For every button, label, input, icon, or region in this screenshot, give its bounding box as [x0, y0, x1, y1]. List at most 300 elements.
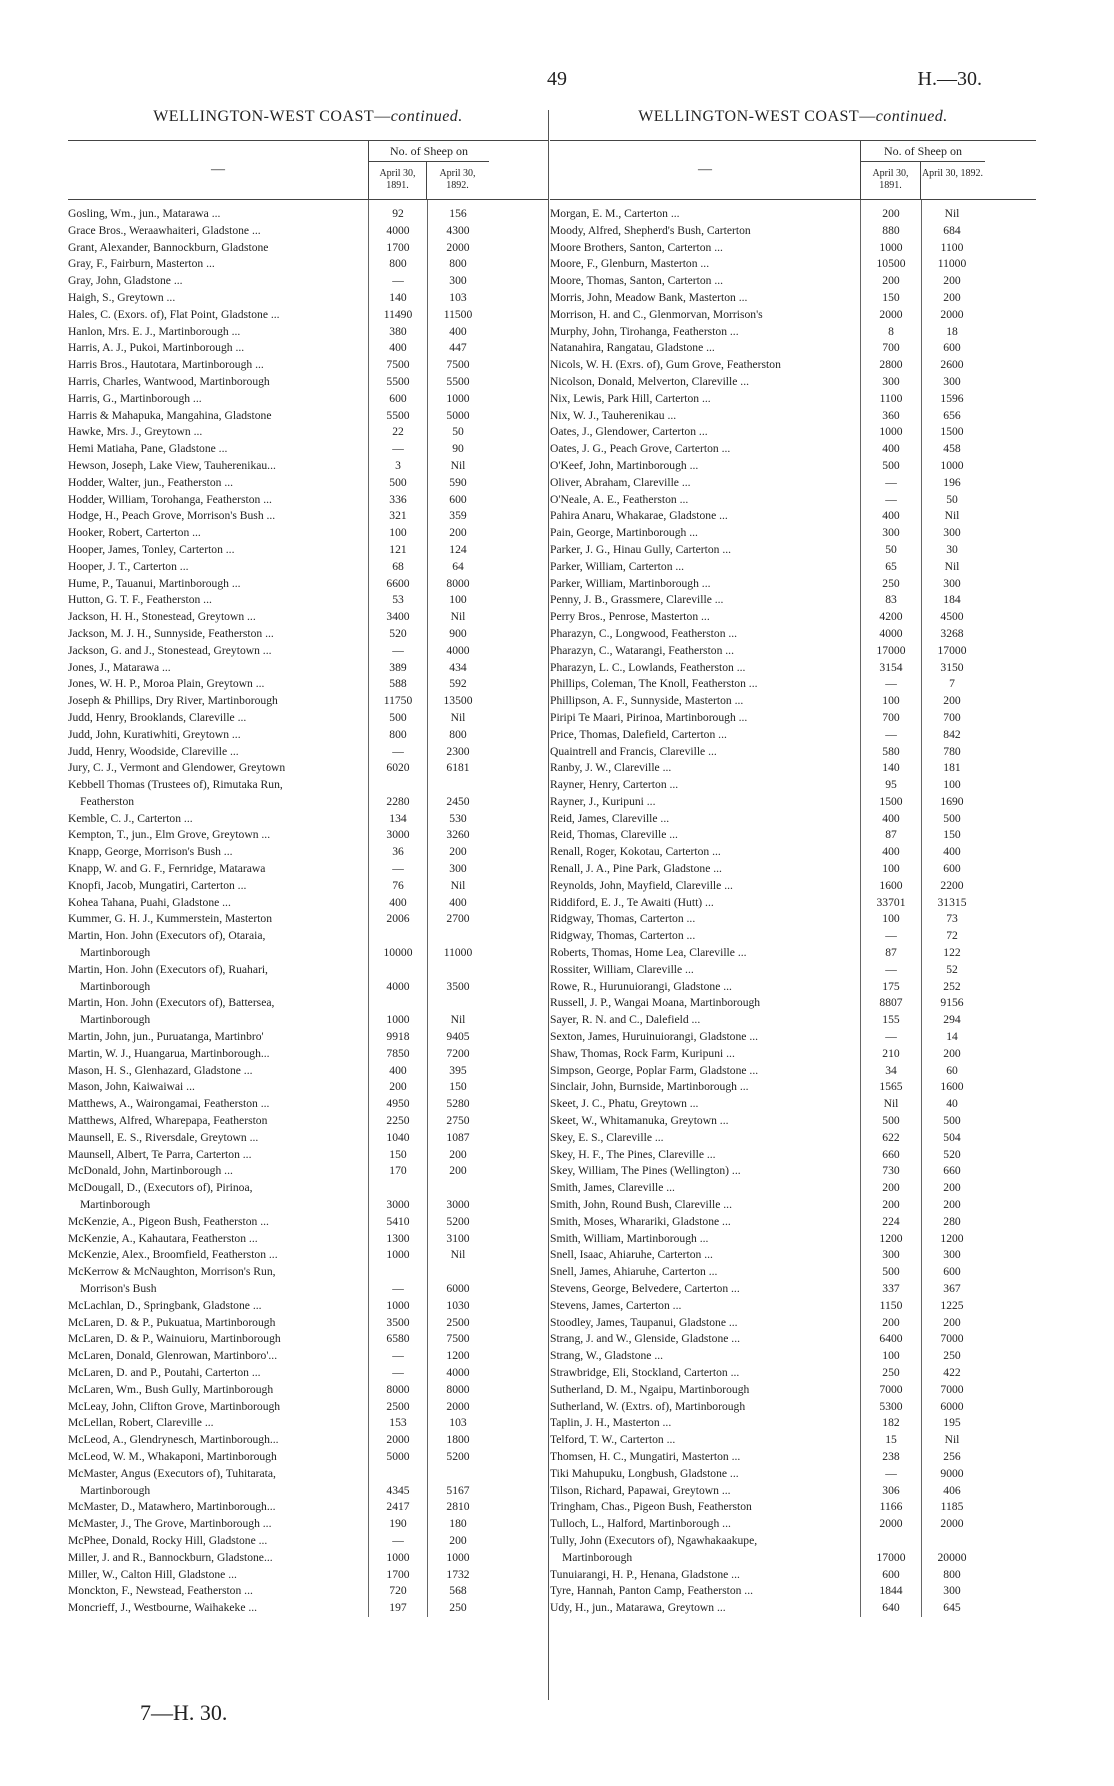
sheep-1892: 1185 [940, 1500, 964, 1514]
sheep-1891: 337 [882, 1282, 900, 1295]
owner-name: Oates, J., Glendower, Carterton ... [550, 425, 708, 439]
sheep-1892: 568 [449, 1584, 467, 1598]
table-row [550, 928, 1036, 945]
sheep-1892: 200 [449, 1164, 467, 1178]
sheep-1891: 182 [882, 1416, 900, 1430]
sheep-1891: 150 [882, 290, 900, 304]
owner-name: Rayner, Henry, Carterton ... [550, 778, 679, 792]
sheep-1891: 1565 [879, 1080, 903, 1094]
table-row [550, 1180, 1036, 1197]
table-row [550, 1096, 1036, 1113]
page-footer: 7—H. 30. [140, 1700, 228, 1725]
sheep-1891: 34 [885, 1063, 897, 1077]
owner-name: Reid, Thomas, Clareville ... [550, 828, 678, 842]
sheep-1891: — [885, 929, 897, 943]
sheep-1892: 1030 [446, 1298, 470, 1312]
sheep-1891: Nil [883, 1097, 899, 1111]
sheep-1892: 900 [449, 626, 467, 640]
sheep-1892: 447 [449, 341, 467, 355]
table-row [550, 1331, 1036, 1348]
table-row [68, 1382, 548, 1399]
owner-name: McPhee, Donald, Rocky Hill, Gladstone ... [68, 1533, 268, 1547]
owner-name: Skey, E. S., Clareville ... [550, 1130, 664, 1144]
owner-name: McLeay, John, Clifton Grove, Martinborough [68, 1399, 281, 1413]
sheep-1891: 155 [882, 1013, 900, 1027]
table-row [68, 374, 548, 391]
sheep-1891: 17000 [876, 1550, 906, 1564]
sheep-1892: 422 [943, 1365, 961, 1379]
table-row [68, 256, 548, 273]
table-row [68, 1096, 548, 1113]
table-row [68, 1214, 548, 1231]
sheep-1892: 3500 [446, 979, 470, 993]
owner-name: McLaren, Wm., Bush Gully, Martinborough [68, 1382, 274, 1396]
title-continued: continued. [875, 108, 948, 125]
column-rule [860, 200, 861, 1617]
sheep-1891: 8000 [386, 1382, 410, 1396]
owner-name: Jones, J., Matarawa ... [68, 660, 171, 674]
table-row [68, 895, 548, 912]
table-row [550, 1415, 1036, 1432]
sheep-1891: 1000 [386, 1248, 410, 1262]
owner-name: Oliver, Abraham, Clareville ... [550, 475, 691, 489]
sheep-1892: 1087 [446, 1130, 470, 1144]
sheep-1892: 200 [943, 1198, 961, 1212]
owner-name: Stoodley, James, Taupanui, Gladstone ... [550, 1315, 738, 1329]
owner-name: Rossiter, William, Clareville ... [550, 962, 694, 976]
table-row [68, 458, 548, 475]
owner-name: McLaren, D. & P., Wainuioru, Martinborough [68, 1332, 281, 1346]
table-row [68, 1315, 548, 1332]
sheep-1892: 64 [452, 559, 464, 573]
owner-name: Harris, Charles, Wantwood, Martinborough [68, 374, 270, 388]
sheep-1891: 100 [882, 912, 900, 926]
table-row [550, 424, 1036, 441]
sheep-1892: Nil [450, 610, 466, 624]
table-row [550, 1499, 1036, 1516]
sheep-1891: 8807 [879, 996, 903, 1010]
table-row [550, 1550, 1036, 1567]
sheep-1891: 4000 [386, 223, 410, 237]
table-row [68, 1180, 548, 1197]
owner-name: Ranby, J. W., Clareville ... [550, 761, 672, 775]
sheep-1891: 400 [882, 811, 900, 825]
column-rule [427, 200, 428, 1617]
sheep-1891: 200 [882, 1181, 900, 1195]
table-row [550, 979, 1036, 996]
table-row [550, 1197, 1036, 1214]
owner-name: Roberts, Thomas, Home Lea, Clareville ... [550, 946, 747, 960]
sheep-1892: Nil [944, 559, 960, 573]
owner-name: Telford, T. W., Carterton ... [550, 1433, 676, 1447]
owner-name: Parker, William, Martinborough ... [550, 576, 711, 590]
owner-name: McKenzie, A., Pigeon Bush, Featherston ... [68, 1214, 269, 1228]
table-row [68, 710, 548, 727]
sheep-1892: 60 [946, 1063, 958, 1077]
sheep-1891: 1000 [386, 1550, 410, 1564]
sheep-1891: 6400 [879, 1332, 903, 1346]
table-row [68, 693, 548, 710]
owner-name: Snell, Isaac, Ahiaruhe, Carterton ... [550, 1248, 713, 1262]
owner-name: Renall, J. A., Pine Park, Gladstone ... [550, 862, 722, 876]
sheep-1891: 400 [882, 845, 900, 859]
sheep-1892: 2600 [940, 358, 964, 372]
owner-name: Harris & Mahapuka, Mangahina, Gladstone [68, 408, 272, 422]
sheep-1891: 1500 [879, 794, 903, 808]
col-1892-header: April 30, 1892. [920, 162, 984, 199]
sheep-1892: 184 [943, 593, 961, 607]
sheep-1892: 196 [943, 475, 961, 489]
sheep-1892: 150 [449, 1080, 467, 1094]
table-row [550, 525, 1036, 542]
sheep-1891: 10500 [876, 257, 906, 271]
owner-name: McLaren, D. and P., Poutahi, Carterton ... [68, 1365, 261, 1379]
sheep-1891: 2000 [386, 1433, 410, 1447]
owner-name: Sutherland, D. M., Ngaipu, Martinborough [550, 1382, 750, 1396]
owner-name: Sutherland, W. (Extrs. of), Martinborough [550, 1399, 746, 1413]
owner-name: Smith, John, Round Bush, Clareville ... [550, 1198, 732, 1212]
owner-name: Kohea Tahana, Puahi, Gladstone ... [68, 895, 231, 909]
table-row [550, 1583, 1036, 1600]
sheep-1891: 210 [882, 1046, 900, 1060]
owner-name: Ridgway, Thomas, Carterton ... [550, 912, 696, 926]
owner-name: Knopfi, Jacob, Mungatiri, Carterton ... [68, 878, 247, 892]
sheep-1891: 6600 [386, 576, 410, 590]
table-row [68, 962, 548, 979]
sheep-1891: 200 [389, 1080, 407, 1094]
table-row [68, 391, 548, 408]
sheep-1892: 458 [943, 442, 961, 456]
owner-name: Knapp, George, Morrison's Bush ... [68, 845, 233, 859]
sheep-1892: 1000 [446, 391, 470, 405]
owner-name: Harris, G., Martinborough ... [68, 391, 202, 405]
owner-name: Tiki Mahupuku, Longbush, Gladstone ... [550, 1466, 739, 1480]
sheep-1891: 389 [389, 660, 407, 674]
table-row [550, 1365, 1036, 1382]
sheep-1892: 9405 [446, 1030, 470, 1044]
table-row [550, 559, 1036, 576]
sheep-1892: 520 [943, 1147, 961, 1161]
owner-name: McLellan, Robert, Clareville ... [68, 1416, 214, 1430]
sheep-1892: 842 [943, 727, 961, 741]
owner-name: McLeod, A., Glendrynesch, Martinborough... [68, 1433, 279, 1447]
sheep-1892: 90 [452, 442, 464, 456]
table-row [68, 1483, 548, 1500]
owner-name: Reynolds, John, Mayfield, Clareville ... [550, 878, 733, 892]
sheep-1892: 1100 [940, 240, 964, 254]
table-row [68, 206, 548, 223]
owner-name: Tully, John (Executors of), Ngawhakaakupe, [550, 1533, 758, 1547]
sheep-1892: 5167 [446, 1483, 470, 1497]
table-row [68, 1113, 548, 1130]
table-row [550, 844, 1036, 861]
sheep-1892: 2000 [446, 240, 470, 254]
owner-name: Martin, Hon. John (Executors of), Ruahari, [68, 962, 268, 976]
owner-name: Moncrieff, J., Westbourne, Waihakeke ... [68, 1601, 258, 1615]
sheep-1892: 6000 [446, 1282, 470, 1295]
col-1891-header: April 30, 1891. [368, 162, 426, 199]
sheep-1892: 5280 [446, 1097, 470, 1111]
table-row [550, 1046, 1036, 1063]
owner-name: Stevens, James, Carterton ... [550, 1298, 682, 1312]
table-row [68, 273, 548, 290]
table-row [550, 357, 1036, 374]
sheep-1891: 200 [882, 274, 900, 288]
sheep-1892: 294 [943, 1013, 961, 1027]
owner-name: Grace Bros., Weraawhaiteri, Gladstone ... [68, 223, 261, 237]
table-row [68, 1029, 548, 1046]
sheep-1892: 200 [943, 1046, 961, 1060]
table-row [68, 1516, 548, 1533]
table-row [68, 1281, 548, 1298]
table-row [68, 1449, 548, 1466]
sheep-1891: 400 [882, 509, 900, 523]
sheep-1891: — [392, 1533, 404, 1547]
sheep-1891: 36 [392, 845, 404, 859]
sheep-1892: 11000 [937, 257, 967, 271]
sheep-1892: 1800 [446, 1433, 470, 1447]
sheep-1891: 730 [882, 1164, 900, 1178]
sheep-1891: 306 [882, 1483, 900, 1497]
right-table-header [550, 140, 1036, 200]
table-row [68, 223, 548, 240]
table-row [68, 995, 548, 1012]
table-row [68, 1231, 548, 1248]
table-row [550, 492, 1036, 509]
sheep-1892: 4000 [446, 1365, 470, 1379]
sheep-1891: 321 [389, 509, 407, 523]
sheep-1892: 4500 [940, 610, 964, 624]
sheep-1892: 156 [449, 207, 467, 220]
table-row [68, 744, 548, 761]
sheep-1891: 6020 [386, 761, 410, 775]
table-row [550, 995, 1036, 1012]
table-row [550, 576, 1036, 593]
owner-name: Price, Thomas, Dalefield, Carterton ... [550, 727, 727, 741]
owner-name: Martinborough [80, 1483, 151, 1497]
owner-name: Udy, H., jun., Matarawa, Greytown ... [550, 1601, 726, 1615]
owner-name: Phillipson, A. F., Sunnyside, Masterton ... [550, 694, 744, 708]
sheep-1892: 1732 [446, 1567, 470, 1581]
sheep-1891: 4950 [386, 1097, 410, 1111]
owner-name: Martinborough [80, 1198, 151, 1212]
sheep-1892: 2000 [940, 1517, 964, 1531]
sheep-1892: 256 [943, 1449, 961, 1463]
table-row [68, 1247, 548, 1264]
sheep-1891: 140 [389, 290, 407, 304]
table-row [68, 1163, 548, 1180]
owner-name: McMaster, J., The Grove, Martinborough ... [68, 1517, 272, 1531]
table-row [68, 475, 548, 492]
sheep-1891: 4000 [879, 626, 903, 640]
right-table-rows [550, 200, 1036, 1617]
table-row [68, 727, 548, 744]
sheep-1892: 5000 [446, 408, 470, 422]
sheep-1891: 4000 [386, 979, 410, 993]
sheep-1892: 1200 [940, 1231, 964, 1245]
table-row [68, 1046, 548, 1063]
sheep-1892: 800 [943, 1567, 961, 1581]
owner-name: Pain, George, Martinborough ... [550, 526, 698, 540]
owner-name: Kummer, G. H. J., Kummerstein, Masterton [68, 912, 273, 926]
owner-name: Featherston [80, 794, 135, 808]
sheep-1891: 76 [392, 878, 404, 892]
sheep-1891: 224 [882, 1214, 900, 1228]
sheep-1892: 252 [943, 979, 961, 993]
table-row [550, 878, 1036, 895]
owner-name: McMaster, D., Matawhero, Martinborough... [68, 1500, 276, 1514]
owner-name: Pahira Anaru, Whakarae, Gladstone ... [550, 509, 728, 523]
table-row [550, 962, 1036, 979]
owner-name: Nicolson, Donald, Melverton, Clareville ... [550, 374, 749, 388]
sheep-1892: 250 [449, 1601, 467, 1615]
sheep-1891: 1844 [879, 1584, 903, 1598]
sheep-1891: 87 [885, 946, 897, 960]
sheep-1891: 300 [882, 526, 900, 540]
owner-name: McKerrow & McNaughton, Morrison's Run, [68, 1265, 276, 1279]
owner-name: Mason, H. S., Glenhazard, Gladstone ... [68, 1063, 253, 1077]
table-row [550, 273, 1036, 290]
sheep-1892: 30 [946, 542, 958, 556]
owner-name: McLaren, D. & P., Pukuatua, Martinborough [68, 1315, 276, 1329]
sheep-1892: 660 [943, 1164, 961, 1178]
owner-name: Morris, John, Meadow Bank, Masterton ... [550, 290, 748, 304]
sheep-1891: 2417 [386, 1500, 410, 1514]
owner-name: Tilson, Richard, Papawai, Greytown ... [550, 1483, 731, 1497]
sheep-1892: 103 [449, 290, 467, 304]
sheep-1892: 122 [943, 946, 961, 960]
owner-name: Matthews, A., Wairongamai, Featherston ... [68, 1097, 270, 1111]
owner-name: Reid, James, Clareville ... [550, 811, 670, 825]
table-row [550, 1315, 1036, 1332]
sheep-1891: 500 [389, 710, 407, 724]
sheep-1892: 7500 [446, 1332, 470, 1346]
owner-name: Martin, Hon. John (Executors of), Battersea, [68, 996, 275, 1010]
sheep-1892: 3268 [940, 626, 964, 640]
sheep-1892: 1596 [940, 391, 964, 405]
table-row [68, 1147, 548, 1164]
sheep-1891: 720 [389, 1584, 407, 1598]
sheep-1891: 4200 [879, 610, 903, 624]
sheep-1891: 1100 [879, 391, 903, 405]
right-column [550, 108, 1036, 1617]
sheep-1891: — [392, 862, 404, 876]
sheep-1891: 500 [882, 458, 900, 472]
sheep-1892: 5500 [446, 374, 470, 388]
owner-name: Oates, J. G., Peach Grove, Carterton ... [550, 442, 731, 456]
sheep-1891: 10000 [383, 946, 413, 960]
sheep-1891: 92 [392, 207, 404, 220]
sheep-1892: Nil [450, 1248, 466, 1262]
sheep-1891: 8 [888, 324, 894, 338]
table-row [68, 290, 548, 307]
sheep-1891: 7000 [879, 1382, 903, 1396]
sheep-1891: 33701 [876, 895, 906, 909]
sheep-1891: 6580 [386, 1332, 410, 1346]
table-row [550, 1449, 1036, 1466]
owner-name: Hooper, J. T., Carterton ... [68, 559, 189, 573]
sheep-1892: 11500 [443, 307, 473, 321]
sheep-1892: 14 [946, 1030, 958, 1044]
left-column [68, 108, 548, 1617]
sheep-1891: 5300 [879, 1399, 903, 1413]
table-row [68, 945, 548, 962]
owner-name: Jury, C. J., Vermont and Glendower, Greytown [68, 761, 286, 775]
owner-name: Kempton, T., jun., Elm Grove, Greytown ... [68, 828, 271, 842]
sheep-1892: 406 [943, 1483, 961, 1497]
table-row [550, 911, 1036, 928]
table-row [550, 777, 1036, 794]
table-row [68, 1063, 548, 1080]
sheep-1892: 18 [946, 324, 958, 338]
table-row [550, 727, 1036, 744]
table-row [550, 1163, 1036, 1180]
sheep-1891: 2280 [386, 794, 410, 808]
table-row [68, 794, 548, 811]
sheep-1892: 5200 [446, 1214, 470, 1228]
table-row [550, 1113, 1036, 1130]
sheep-1891: — [392, 744, 404, 758]
sheep-1891: 3000 [386, 828, 410, 842]
owner-name: Hodder, Walter, jun., Featherston ... [68, 475, 234, 489]
sheep-1892: 7200 [446, 1046, 470, 1060]
owner-name: Martin, John, jun., Puruatanga, Martinbro' [68, 1030, 264, 1044]
sheep-1892: 100 [449, 593, 467, 607]
table-row [68, 424, 548, 441]
sheep-1891: 200 [882, 1198, 900, 1212]
table-row [68, 911, 548, 928]
sheep-1892: 500 [943, 811, 961, 825]
sheep-1891: 1166 [879, 1500, 903, 1514]
table-row [550, 710, 1036, 727]
table-row [550, 1012, 1036, 1029]
sheep-1891: 400 [389, 895, 407, 909]
owner-name: Martinborough [80, 979, 151, 993]
table-row [68, 1432, 548, 1449]
sheep-1892: 600 [943, 1265, 961, 1279]
owner-name: Russell, J. P., Wangai Moana, Martinborough [550, 996, 761, 1010]
sheep-1892: 2300 [446, 744, 470, 758]
sheep-1891: 11750 [383, 694, 413, 708]
sheep-1892: 800 [449, 257, 467, 271]
sheep-1892: 2000 [940, 307, 964, 321]
table-row [68, 1012, 548, 1029]
owner-name: Tringham, Chas., Pigeon Bush, Featherston [550, 1500, 752, 1514]
table-row [68, 861, 548, 878]
table-row [550, 1567, 1036, 1584]
sheep-1891: 2000 [879, 307, 903, 321]
owner-name: Natanahira, Rangatau, Gladstone ... [550, 341, 715, 355]
table-row [550, 693, 1036, 710]
table-row [68, 626, 548, 643]
sheep-1891: 250 [882, 1365, 900, 1379]
sheep-1892: 200 [449, 845, 467, 859]
owner-name: O'Neale, A. E., Featherston ... [550, 492, 689, 506]
sheep-1891: 880 [882, 223, 900, 237]
owner-name: Rayner, J., Kuripuni ... [550, 794, 656, 808]
table-row [550, 827, 1036, 844]
sheep-1891: 640 [882, 1601, 900, 1615]
owner-name: Moore, Thomas, Santon, Carterton ... [550, 274, 724, 288]
owner-name: Pharazyn, C., Longwood, Featherston ... [550, 626, 738, 640]
owner-name: Hume, P., Tauanui, Martinborough ... [68, 576, 241, 590]
table-row [550, 609, 1036, 626]
owner-name: Knapp, W. and G. F., Fernridge, Matarawa [68, 862, 266, 876]
table-row [550, 1466, 1036, 1483]
table-row [68, 676, 548, 693]
sheep-1891: 100 [882, 1349, 900, 1363]
sheep-1892: Nil [450, 878, 466, 892]
